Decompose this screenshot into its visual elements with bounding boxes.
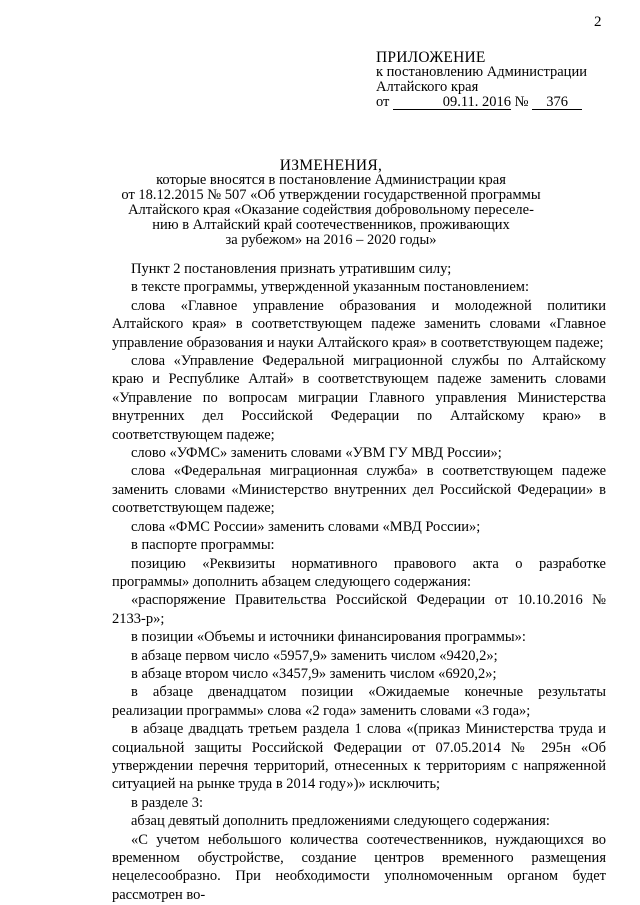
appendix-block — [376, 50, 626, 110]
date-prefix: от — [376, 94, 390, 110]
paragraph: «распоряжение Правительства Российской Федерации от 10.10.2016 № 2133-р»; — [112, 592, 606, 627]
paragraph: слова «Управление Федеральной миграционной службы по Алтайскому краю и Республике Алтай» в соответствующем падеже заменить словами «Управление по вопросам миграции Главного управления Министерства внутренних дел Российской Федерации по Алтайскому краю» в соответствующем падеже; — [112, 353, 606, 443]
appendix-line-1: к постановлению Администрации — [376, 64, 587, 80]
paragraph: слова «Федеральная миграционная служба» в соответствующем падеже заменить словами «Министерство внутренних дел Российской Федерации» в соответствующем падеже; — [112, 463, 606, 517]
number-sign: № — [514, 94, 529, 110]
title-line: за рубежом» на 2016 – 2020 годы» — [225, 232, 437, 248]
paragraph: в разделе 3: — [131, 794, 204, 811]
appendix-date-line — [376, 95, 626, 110]
appendix-line-2: Алтайского края — [376, 79, 479, 95]
appendix-heading: ПРИЛОЖЕНИЕ — [376, 49, 486, 66]
paragraph: в тексте программы, утвержденной указанным постановлением: — [131, 279, 530, 296]
page-number: 2 — [594, 14, 602, 30]
paragraph: слово «УФМС» заменить словами «УВМ ГУ МВД России»; — [131, 445, 502, 462]
title-line: нию в Алтайский край соотечественников, проживающих — [152, 217, 510, 233]
paragraph: абзац девятый дополнить предложениями следующего содержания: — [131, 813, 550, 830]
paragraph: «С учетом небольшого количества соотечественников, нуждающихся во временном обустройстве, создание центров временного размещения нецелесообразно. При необходимости уполномоченным органом будет рассмотрен во- — [112, 831, 606, 903]
title-heading: ИЗМЕНЕНИЯ, — [279, 157, 383, 174]
paragraph: слова «ФМС России» заменить словами «МВД России»; — [131, 518, 481, 535]
paragraph: слова «Главное управление образования и молодежной политики Алтайского края» в соответствующем падеже заменить словами «Главное управление образования и науки Алтайского края» в соответствующем падеже; — [112, 297, 606, 351]
paragraph: в абзаце втором число «3457,9» заменить числом «6920,2»; — [131, 665, 497, 682]
title-line: от 18.12.2015 № 507 «Об утверждении государственной программы — [121, 187, 541, 203]
paragraph: Пункт 2 постановления признать утратившим силу; — [131, 261, 452, 277]
document-body — [112, 260, 606, 904]
document-title — [96, 158, 566, 248]
title-line: Алтайского края «Оказание содействия добровольному переселе- — [128, 202, 534, 218]
paragraph: в позиции «Объемы и источники финансирования программы»: — [131, 629, 526, 646]
paragraph: в абзаце двадцать третьем раздела 1 слова «(приказ Министерства труда и социальной защиты Российской Федерации от 07.05.2014 № 295н «Об утверждении перечня территорий, отнесенных к территориям с напряженной ситуацией на рынке труда в 2014 году»)» исключить; — [112, 721, 606, 793]
title-line: которые вносятся в постановление Администрации края — [156, 172, 506, 188]
decree-number: 376 — [532, 96, 582, 110]
paragraph: позицию «Реквизиты нормативного правового акта о разработке программы» дополнить абзацем следующего содержания: — [112, 555, 606, 590]
decree-date: 09.11. 2016 — [393, 96, 511, 110]
paragraph: в паспорте программы: — [131, 537, 275, 554]
paragraph: в абзаце первом число «5957,9» заменить числом «9420,2»; — [131, 647, 498, 664]
paragraph: в абзаце двенадцатом позиции «Ожидаемые конечные результаты реализации программы» слова «2 года» заменить словами «3 года»; — [112, 684, 606, 719]
